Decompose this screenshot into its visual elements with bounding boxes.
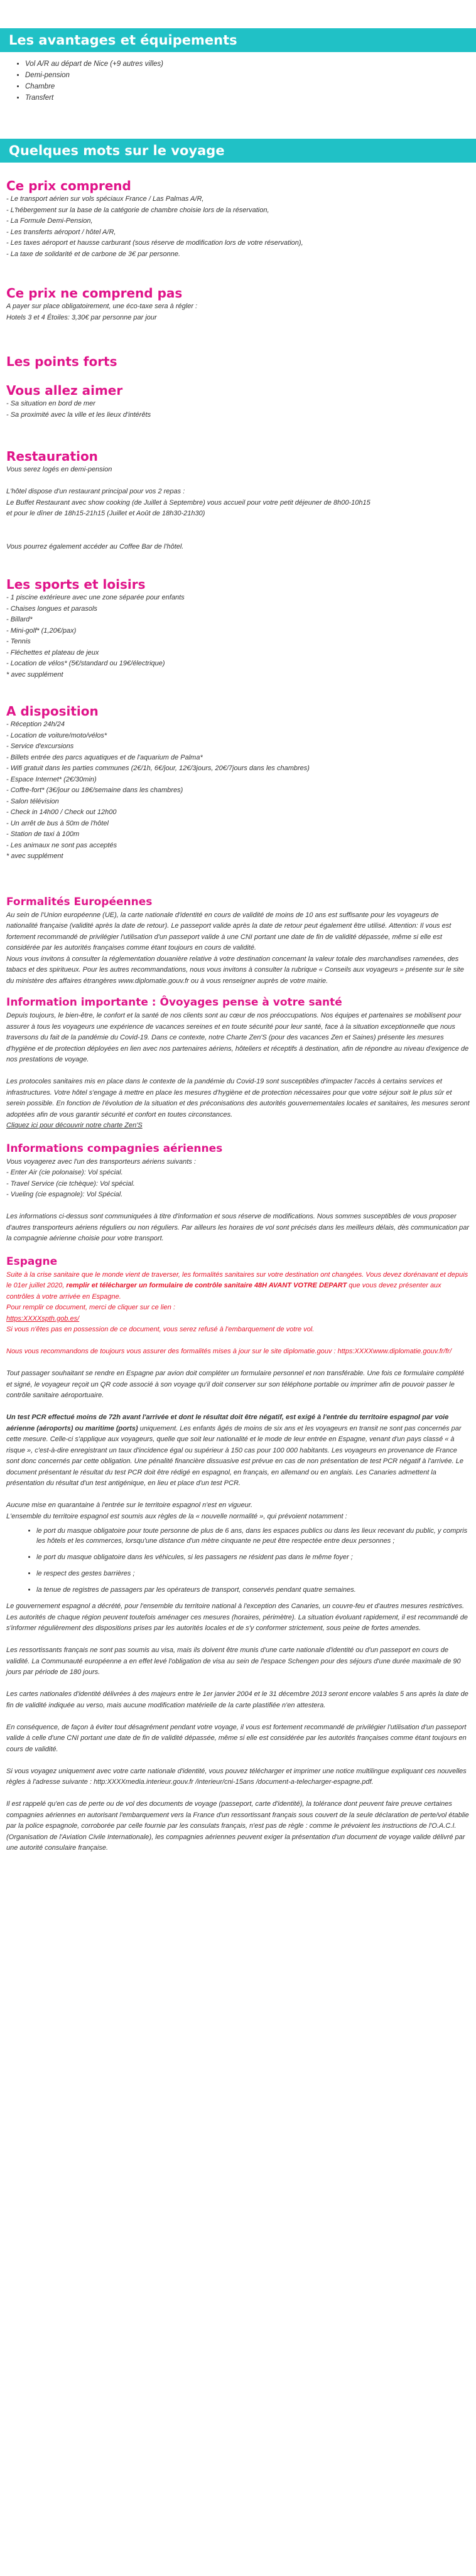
rules-list bbox=[0, 1526, 476, 1595]
text-line: * avec supplément bbox=[6, 670, 63, 679]
text-line: - Espace Internet* (2€/30min) bbox=[6, 775, 97, 783]
text-line: - L'hébergement sur la base de la catégorie de chambre choisie lors de la réservation, bbox=[6, 206, 269, 214]
list-item: • Vol A/R au départ de Nice (+9 autres villes) bbox=[25, 58, 476, 70]
paragraph: Tout passager souhaitant se rendre en Espagne par avion doit compléter un formulaire personnel et non transférable. Une fois ce formulaire complété et signé, le voyageur reçoit un QR code associé à son voyage qu'il doit conserver sur son téléphone portable ou imprimer afin de pouvoir passer le contrôle sanitaire aéroportuaire. bbox=[6, 1370, 465, 1399]
text-line: - Location de vélos* (5€/standard ou 19€/électrique) bbox=[6, 660, 165, 667]
spth-link[interactable]: https:XXXXspth.gob.es/ bbox=[6, 1314, 80, 1323]
list-item: • la tenue de registres de passagers par les opérateurs de transport, conservés pendant quatre semaines. bbox=[36, 1585, 476, 1595]
text-line: - Vueling (cie espagnole): Vol Spécial. bbox=[6, 1191, 123, 1198]
text-line: Vous pourrez également accéder au Coffee Bar de l'hôtel. bbox=[6, 542, 184, 550]
compagnies-text bbox=[0, 1157, 476, 1245]
list-item: • le respect des gestes barrières ; bbox=[36, 1569, 476, 1579]
text-line: - 1 piscine extérieure avec une zone séparée pour enfants bbox=[6, 594, 185, 601]
text-line: - La Formule Demi-Pension, bbox=[6, 217, 93, 225]
text-line: - Sa proximité avec la ville et les lieux d'intérêts bbox=[6, 411, 151, 419]
diplomatie-note: Nous vous recommandons de toujours vous assurer des formalités mises à jour sur le site diplomatie.gouv : https:XXXXwww.diplomatie.gouv.fr/fr/ bbox=[6, 1348, 452, 1355]
paragraph: Les cartes nationales d'identité délivrées à des majeurs entre le 1er janvier 2004 et le 31 décembre 2013 seront encore valables 5 ans après la date de fin de validité indiquée au verso, mais aucune modification matérielle de la carte plastifiée n'en attestera. bbox=[6, 1690, 468, 1709]
vous-allez-aimer-text bbox=[0, 399, 476, 421]
text-fragment: Un test PCR effectué moins de 72h avant l'arrivée et dont le résultat doit être négatif, est exigé à l'entrée du territoire espagnol par voie aérienne (aéroports) ou maritime (ports) bbox=[6, 1414, 449, 1432]
text-line: Vous voyagerez avec l'un des transporteurs aériens suivants : bbox=[6, 1157, 196, 1166]
list-item: • le port du masque obligatoire dans les véhicules, si les passagers ne résident pas dans le même foyer ; bbox=[36, 1552, 476, 1562]
text-line: et pour le dîner de 18h15-21h15 (Juillet et Août de 18h30-21h30) bbox=[6, 510, 205, 517]
paragraph bbox=[6, 1412, 470, 1489]
text-line: - La taxe de solidarité et de carbone de 3€ par personne. bbox=[6, 250, 181, 258]
prix-comprend-text bbox=[0, 194, 476, 260]
text-line: - Sa situation en bord de mer bbox=[6, 400, 95, 407]
heading-vous-allez-aimer: Vous allez aimer bbox=[6, 383, 123, 398]
text-line: - Check in 14h00 / Check out 12h00 bbox=[6, 808, 117, 816]
text-line: - Service d'excursions bbox=[6, 743, 74, 750]
prix-ne-comprend-text bbox=[0, 301, 476, 323]
text-line: Vous serez logés en demi-pension bbox=[6, 466, 112, 473]
heading-formalites: Formalités Européennes bbox=[6, 895, 153, 908]
text-line: - Chaises longues et parasols bbox=[6, 604, 97, 613]
text-line: Le Buffet Restaurant avec show cooking (de Juillet à Septembre) vous accueil pour votre petit déjeuner de 8h00-10h15 bbox=[6, 498, 371, 507]
text-line: - Enter Air (cie polonaise): Vol spécial. bbox=[6, 1169, 123, 1176]
text-fragment: Suite à la crise sanitaire que le monde vient de traverser, les formalités sanitaires sur votre destination ont changées. Vous devez dorénavant et depuis le 01er juillet 2020, bbox=[6, 1270, 468, 1289]
text-line: * avec supplément bbox=[6, 852, 63, 860]
heading-disposition: A disposition bbox=[6, 704, 99, 719]
text-line: - Les taxes aéroport et hausse carburant (sous réserve de modification lors de votre réservation), bbox=[6, 239, 303, 247]
text-line: - Billard* bbox=[6, 616, 33, 623]
paragraph: En conséquence, de façon à éviter tout désagrément pendant votre voyage, il vous est fortement recommandé de privilégier l'utilisation d'un passeport valide à celle d'une CNI portant une date de fin de validité dépassée, même si elle est considérée par les autorités françaises comme étant toujours en cours de validité. bbox=[6, 1723, 467, 1753]
paragraph: Aucune mise en quarantaine à l'entrée sur le territoire espagnol n'est en vigueur. bbox=[6, 1501, 253, 1509]
paragraph: Les informations ci-dessus sont communiquées à titre d'information et sous réserve de modifications. Nous sommes susceptibles de vous proposer d'autres transporteurs aériens réguliers ou non réguliers. Par ailleurs les horaires de vol sont précisés dans les meilleurs délais, dès communication par la compagnie aérienne choisie pour votre transport. bbox=[6, 1213, 470, 1242]
text-line: Hotels 3 et 4 Étoiles: 3,30€ par personne par jour bbox=[6, 313, 157, 321]
text-line: - Location de voiture/moto/vélos* bbox=[6, 731, 107, 739]
text-line: - Travel Service (cie tchèque): Vol spécial. bbox=[6, 1179, 135, 1188]
disposition-text bbox=[0, 719, 476, 862]
list-item: • le port du masque obligatoire pour toute personne de plus de 6 ans, dans les espaces publics ou dans les lieux recevant du public, y compris les hôtels et les commerces, lorsqu'une distance d'un mètre cinquante ne peut être respectée entre deux personnes ; bbox=[36, 1526, 476, 1546]
text-line: A payer sur place obligatoirement, une éco-taxe sera à régler : bbox=[6, 303, 198, 310]
paragraph: Si vous voyagez uniquement avec votre carte nationale d'identité, vous pouvez télécharger et imprimer une notice multilingue expliquant ces nouvelles règles à l'adresse suivante : http:XXXXmedia.interieur.gouv.fr /interieur/cni-15ans /document-a-telecharger-espagne.pdf. bbox=[6, 1767, 467, 1786]
paragraph: Depuis toujours, le bien-être, le confort et la santé de nos clients sont au cœur de nos préoccupations. Nos équipes et partenaires se mobilisent pour assurer à tous les voyageurs une expérience de vacances sereines et en toute sécurité pour leur santé, face à la situation exceptionnelle que nous traversons du fait de la pandémie du Covid-19. Dans ce contexte, notre Charte Zen'S (pour des vacances Zen et Saines) présente les mesures d'hygiène et de protection déployées en lien avec nos partenaires aériens, hôteliers et réceptifs à destination, afin de répondre au niveau d'exigence de nos prestations de voyage. bbox=[6, 1012, 469, 1063]
heading-sports-loisirs: Les sports et loisirs bbox=[6, 577, 146, 592]
text-line: - Station de taxi à 100m bbox=[6, 830, 80, 838]
text-fragment: que vous devez présenter aux contrôles à votre arrivée en Espagne. bbox=[6, 1282, 441, 1301]
paragraph: Le gouvernement espagnol a décrété, pour l'ensemble du territoire national à l'exception des Canaries, un couvre-feu et d'autres mesures restrictives. Les autorités de chaque région peuvent toutefois aménager ces mesures (horaires, périmètre). La situation évoluant rapidement, il est recommandé de s'informer régulièrement des dispositions prises par les autorités locales et de s'y conformer strictement, sous peine de fortes amendes. bbox=[6, 1602, 468, 1632]
heading-prix-comprend: Ce prix comprend bbox=[6, 178, 131, 193]
text-line: - Réception 24h/24 bbox=[6, 721, 65, 728]
text-line: Si vous n'êtes pas en possession de ce document, vous serez refusé à l'embarquement de votre vol. bbox=[6, 1326, 315, 1333]
heading-prix-ne-comprend: Ce prix ne comprend pas bbox=[6, 286, 183, 301]
text-line: L'hôtel dispose d'un restaurant principal pour vos 2 repas : bbox=[6, 488, 185, 495]
list-item: • Transfert bbox=[25, 92, 476, 104]
text-line: - Coffre-fort* (3€/jour ou 18€/semaine dans les chambres) bbox=[6, 786, 183, 794]
text-line: - Fléchettes et plateau de jeux bbox=[6, 648, 99, 657]
sanitary-warning bbox=[6, 1270, 470, 1303]
avantages-list bbox=[0, 58, 476, 104]
section-banner-avantages: Les avantages et équipements bbox=[0, 28, 476, 52]
text-line: - Tennis bbox=[6, 638, 31, 645]
heading-info-ovoyages: Information importante : Ôvoyages pense à votre santé bbox=[6, 996, 342, 1009]
heading-espagne: Espagne bbox=[6, 1255, 58, 1268]
text-line: - Wifi gratuit dans les parties communes (2€/1h, 6€/jour, 12€/3jours, 20€/7jours dans les chambres) bbox=[6, 765, 310, 772]
text-line: - Le transport aérien sur vols spéciaux France / Las Palmas A/R, bbox=[6, 195, 204, 203]
paragraph: Nous vous invitons à consulter la réglementation douanière relative à votre destination concernant la valeur totale des marchandises ramenées, des tabacs et des spiritueux. Pour les autres recommandations, nous vous invitons à consulter la rubrique « Conseils aux voyageurs » présente sur le site du ministère des affaires étrangères www.diplomatie.gouv.fr ou à vous renseigner auprès de votre mairie. bbox=[6, 955, 464, 985]
restauration-text bbox=[0, 464, 476, 552]
text-line: - Mini-golf* (1,20€/pax) bbox=[6, 626, 77, 635]
espagne-text-2 bbox=[0, 1601, 476, 1854]
list-item: • Chambre bbox=[25, 81, 476, 92]
charte-zens-link[interactable]: Cliquez ici pour découvrir notre charte Zen'S bbox=[6, 1122, 143, 1129]
paragraph: L'ensemble du territoire espagnol est soumis aux règles de la « nouvelle normalité », qui prévoient notamment : bbox=[6, 1512, 347, 1520]
espagne-text bbox=[0, 1270, 476, 1523]
paragraph: Au sein de l'Union européenne (UE), la carte nationale d'identité en cours de validité de moins de 10 ans est suffisante pour les voyageurs de nationalité française (validité après la date de retour). Le passeport valide après la date de retour peut également être utilisé. Attention: Il vous est fortement recommandé de privilégier l'utilisation d'un passeport valide à une CNI portant une date de fin de validité dépassée, même si elle est considérée par les autorités françaises comme étant toujours en cours de validité. bbox=[6, 911, 452, 952]
text-fragment: uniquement. Les enfants âgés de moins de six ans et les voyageurs en transit ne sont pas concernés par cette mesure. Celle-ci s'applique aux voyageurs, quelle que soit leur nationalité et le mode de leur entrée en Espagne, venant d'un pays classé « à risque », c'est-à-dire enregistrant un taux d'incidence égal ou supérieur à 150 cas pour 100 000 habitants. Les voyageurs en provenance de France sont donc concernés par cette obligation. Une pénalité financière dissuasive est prévue en cas de non présentation de test PCR négatif à l'arrivée. Le document présentant le résultat du test PCR doit être rédigé en espagnol, en français, en allemand ou en anglais. Les Canaries admettent la présentation du résultat d'un test antigénique, en lieu et place d'un test PCR. bbox=[6, 1424, 463, 1487]
heading-restauration: Restauration bbox=[6, 449, 98, 464]
text-line: - Un arrêt de bus à 50m de l'hôtel bbox=[6, 819, 109, 827]
info-ovoyages-text bbox=[0, 1011, 476, 1132]
formalites-text bbox=[0, 910, 476, 987]
heading-points-forts: Les points forts bbox=[6, 354, 117, 369]
paragraph: Les protocoles sanitaires mis en place dans le contexte de la pandémie du Covid-19 sont susceptibles d'impacter l'accès à certains services et infrastructures. Votre hôtel s'engage à mettre en place les mesures d'hygiène et de protection nécessaires pour que votre séjour soit le plus sûr et serein possible. En fonction de l'évolution de la situation et des préconisations des autorités gouvernementales locales et sanitaires, les mesures seront adoptées afin de vous garantir sécurité et confort en toutes circonstances. bbox=[6, 1078, 470, 1119]
paragraph: Les ressortissants français ne sont pas soumis au visa, mais ils doivent être munis d'une carte nationale d'identité ou d'un passeport en cours de validité. La Communauté européenne a en effet levé l'obligation de visa au sein de l'espace Schengen pour des séjours d'une durée maximale de 90 jours par période de 180 jours. bbox=[6, 1646, 461, 1676]
text-line: - Billets entrée des parcs aquatiques et de l'aquarium de Palma* bbox=[6, 753, 203, 761]
text-fragment: remplir et télécharger un formulaire de contrôle sanitaire 48H AVANT VOTRE DEPART bbox=[66, 1282, 347, 1289]
heading-compagnies: Informations compagnies aériennes bbox=[6, 1142, 223, 1155]
text-line: - Les transferts aéroport / hôtel A/R, bbox=[6, 228, 116, 236]
text-line: Pour remplir ce document, merci de cliquer sur ce lien : bbox=[6, 1304, 175, 1311]
text-line: - Salon télévision bbox=[6, 797, 59, 805]
section-banner-voyage: Quelques mots sur le voyage bbox=[0, 139, 476, 163]
paragraph: Il est rappelé qu'en cas de perte ou de vol des documents de voyage (passeport, carte d'identité), la tolérance dont peuvent faire preuve certaines compagnies aériennes en autorisant l'embarquement vers la France d'un ressortissant français sous couvert de la seule déclaration de perte/vol établie par la police espagnole, corroborée par celle fournie par les consulats français, n'est pas de règle : comme le prévoient les instructions de l'O.A.C.I. (Organisation de l'Aviation Civile Internationale), les compagnies aériennes peuvent exiger la présentation d'un document de voyage valide délivré par une autorité consulaire française. bbox=[6, 1800, 469, 1852]
list-item: • Demi-pension bbox=[25, 70, 476, 81]
text-line: - Les animaux ne sont pas acceptés bbox=[6, 841, 117, 849]
sports-text bbox=[0, 593, 476, 680]
